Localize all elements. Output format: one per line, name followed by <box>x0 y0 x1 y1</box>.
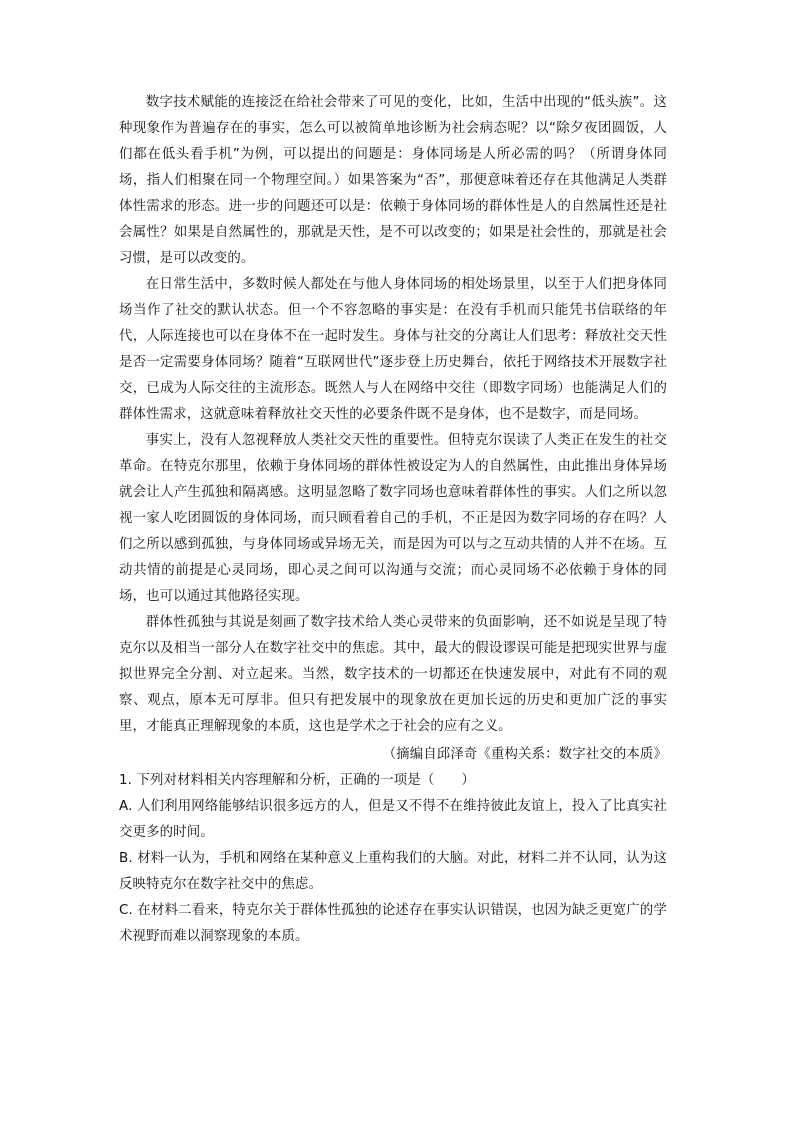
article-paragraph-3: 事实上，没有人忽视释放人类社交天性的重要性。但特克尔误读了人类正在发生的社交革命。在特克尔那里，依赖于身体同场的群体性被设定为人的自然属性，由此推出身体异场就会让人产生孤独和隔离感。这明显忽略了数字同场也意味着群体性的事实。人们之所以忽视一家人吃团圆饭的身体同场，而只顾看着自己的手机，不正是因为数字同场的存在吗？人们之所以感到孤独，与身体同场或异场无关，而是因为可以与之互动共情的人并不在场。互动共情的前提是心灵同场，即心灵之间可以沟通与交流；而心灵同场不必依赖于身体的同场，也可以通过其他路径实现。 <box>119 433 667 604</box>
option-c: C. 在材料二看来，特克尔关于群体性孤独的论述存在事实认识错误，也因为缺乏更宽广的学术视野而难以洞察现象的本质。 <box>119 903 667 944</box>
question-stem: 1. 下列对材料相关内容理解和分析，正确的一项是（ ） <box>119 773 475 788</box>
option-b: B. 材料一认为，手机和网络在某种意义上重构我们的大脑。对此，材料二并不认同，认为这反映特克尔在数字社交中的焦虑。 <box>119 851 667 892</box>
article-paragraph-1: 数字技术赋能的连接泛在给社会带来了可见的变化，比如，生活中出现的“低头族”。这种现象作为普遍存在的事实，怎么可以被简单地诊断为社会病态呢？以“除夕夜团圆饭，人们都在低头看手机”为例，可以提出的问题是：身体同场是人所必需的吗？（所谓身体同场，指人们相聚在同一个物理空间。）如果答案为“否”，那便意味着还存在其他满足人类群体性需求的形态。进一步的问题还可以是：依赖于身体同场的群体性是人的自然属性还是社会属性？如果是自然属性的，那就是天性，是不可以改变的；如果是社会性的，那就是社会习惯，是可以改变的。 <box>119 95 667 266</box>
article-source: （摘编自邱泽奇《重构关系：数字社交的本质》 <box>382 747 667 762</box>
document-content <box>119 90 667 950</box>
article-paragraph-2: 在日常生活中，多数时候人都处在与他人身体同场的相处场景里，以至于人们把身体同场当作了社交的默认状态。但一个不容忽略的事实是：在没有手机而只能凭书信联络的年代，人际连接也可以在身体不在一起时发生。身体与社交的分离让人们思考：释放社交天性是否一定需要身体同场？随着“互联网世代”逐步登上历史舞台，依托于网络技术开展数字社交，已成为人际交往的主流形态。既然人与人在网络中交往（即数字同场）也能满足人们的群体性需求，这就意味着释放社交天性的必要条件既不是身体，也不是数字，而是同场。 <box>119 277 667 422</box>
article-paragraph-4: 群体性孤独与其说是刻画了数字技术给人类心灵带来的负面影响，还不如说是呈现了特克尔以及相当一部分人在数字社交中的焦虑。其中，最大的假设谬误可能是把现实世界与虚拟世界完全分割、对立起来。当然，数字技术的一切都还在快速发展中，对此有不同的观察、观点，原本无可厚非。但只有把发展中的现象放在更加长远的历史和更加广泛的事实里，才能真正理解现象的本质，这也是学术之于社会的应有之义。 <box>119 615 667 734</box>
option-a: A. 人们利用网络能够结识很多远方的人，但是又不得不在维持彼此友谊上，投入了比真实社交更多的时间。 <box>119 799 667 840</box>
